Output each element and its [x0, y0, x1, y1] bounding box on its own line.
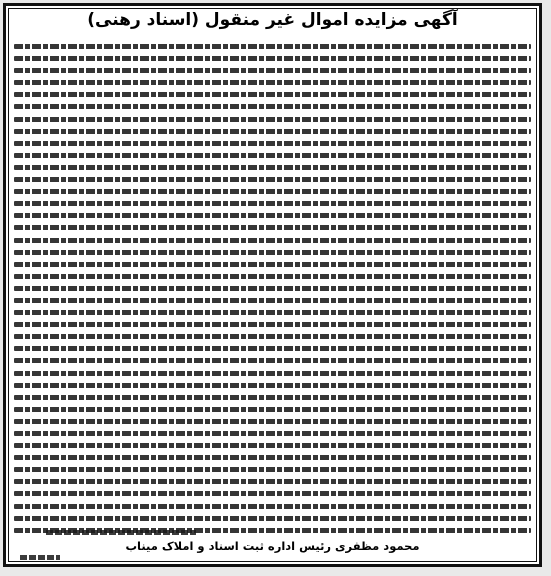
body-line-text	[14, 479, 531, 484]
auction-notice	[3, 3, 542, 567]
body-line-text	[14, 371, 531, 376]
body-line	[14, 137, 531, 149]
body-line	[14, 415, 531, 427]
body-line-text	[14, 431, 531, 436]
body-line	[14, 161, 531, 173]
notice-title: آگهی مزایده اموال غیر منقول (اسناد رهنی)	[87, 10, 458, 30]
body-line	[14, 294, 531, 306]
body-line	[14, 149, 531, 161]
body-line-text	[14, 419, 531, 424]
body-line	[14, 391, 531, 403]
body-line	[14, 427, 531, 439]
body-line	[14, 246, 531, 258]
body-line-text	[14, 298, 531, 303]
body-line-text	[14, 407, 531, 412]
body-line-text	[14, 467, 531, 472]
body-line-text	[14, 250, 531, 255]
body-line	[14, 367, 531, 379]
body-line-text	[14, 310, 531, 315]
body-line-text	[14, 177, 531, 182]
body-line-text	[14, 68, 531, 73]
body-line	[14, 512, 531, 524]
body-line-text	[14, 117, 531, 122]
body-line	[14, 318, 531, 330]
body-line-text	[14, 346, 531, 351]
body-line-text	[14, 383, 531, 388]
body-line-text	[14, 44, 531, 49]
reference-code	[20, 555, 60, 561]
issue-date-text	[46, 530, 196, 535]
body-line-text	[14, 504, 531, 509]
body-line	[14, 234, 531, 246]
body-line-text	[14, 491, 531, 496]
body-line	[14, 439, 531, 451]
body-line	[14, 354, 531, 366]
body-line	[14, 270, 531, 282]
body-line-text	[14, 238, 531, 243]
body-line-text	[14, 92, 531, 97]
body-line-text	[14, 225, 531, 230]
body-line	[14, 64, 531, 76]
body-line	[14, 185, 531, 197]
body-line	[14, 258, 531, 270]
body-line	[14, 125, 531, 137]
issue-date	[46, 530, 196, 535]
body-line	[14, 76, 531, 88]
notice-body	[14, 40, 531, 536]
body-line	[14, 451, 531, 463]
body-line	[14, 342, 531, 354]
body-line-text	[14, 286, 531, 291]
body-line-text	[14, 334, 531, 339]
body-line	[14, 88, 531, 100]
body-line-text	[14, 201, 531, 206]
body-line-text	[14, 358, 531, 363]
body-line	[14, 282, 531, 294]
body-line	[14, 173, 531, 185]
body-line	[14, 487, 531, 499]
body-line-text	[14, 141, 531, 146]
body-line-text	[14, 262, 531, 267]
body-line-text	[14, 80, 531, 85]
body-line-text	[14, 443, 531, 448]
body-line	[14, 500, 531, 512]
body-line	[14, 197, 531, 209]
body-line	[14, 100, 531, 112]
body-line	[14, 52, 531, 64]
body-line-text	[14, 104, 531, 109]
signature-line: محمود مظفری رئیس اداره ثبت اسناد و املاک میناب	[125, 539, 420, 553]
body-line	[14, 403, 531, 415]
body-line-text	[14, 455, 531, 460]
body-line-text	[14, 129, 531, 134]
body-line	[14, 330, 531, 342]
body-line-text	[14, 213, 531, 218]
body-line-text	[14, 189, 531, 194]
body-line-text	[14, 516, 531, 521]
body-line	[14, 113, 531, 125]
body-line	[14, 463, 531, 475]
body-line-text	[14, 322, 531, 327]
body-line-text	[14, 56, 531, 61]
body-line	[14, 475, 531, 487]
body-line	[14, 40, 531, 52]
body-line	[14, 221, 531, 233]
body-line-text	[14, 395, 531, 400]
reference-code-text	[20, 555, 60, 560]
body-line	[14, 379, 531, 391]
body-line-text	[14, 274, 531, 279]
body-line-text	[14, 153, 531, 158]
body-line-text	[14, 165, 531, 170]
body-line	[14, 306, 531, 318]
body-line	[14, 209, 531, 221]
